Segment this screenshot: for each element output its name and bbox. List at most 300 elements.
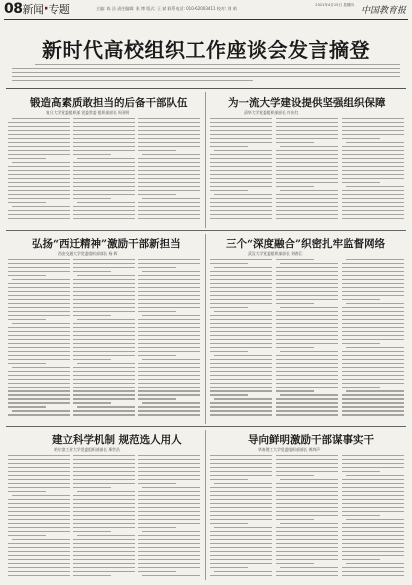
text-line	[73, 410, 135, 411]
text-line	[73, 539, 135, 540]
text-line	[342, 515, 380, 516]
text-line	[8, 198, 70, 199]
text-line	[342, 383, 404, 384]
text-line	[138, 535, 200, 536]
text-line	[342, 567, 404, 568]
text-line	[210, 295, 272, 296]
text-line	[8, 130, 70, 131]
text-line	[73, 347, 135, 348]
text-line	[210, 343, 272, 344]
text-line	[138, 351, 200, 352]
text-line	[138, 383, 200, 384]
text-line	[214, 311, 272, 312]
text-line	[73, 555, 135, 556]
text-line	[210, 315, 272, 316]
text-line	[138, 287, 200, 288]
text-line	[342, 267, 404, 268]
text-line	[276, 279, 338, 280]
text-line	[210, 511, 272, 512]
text-line	[342, 479, 404, 480]
text-line	[77, 363, 135, 364]
text-line	[8, 295, 70, 296]
text-line	[276, 198, 338, 199]
text-line	[73, 507, 135, 508]
text-line	[73, 174, 135, 175]
text-line	[138, 275, 200, 276]
text-line	[276, 214, 338, 215]
text-line	[276, 335, 338, 336]
text-line	[73, 527, 135, 528]
text-line	[342, 351, 404, 352]
text-line	[73, 307, 135, 308]
text-line	[210, 410, 272, 411]
text-line	[8, 178, 70, 179]
text-line	[138, 410, 200, 411]
text-line	[342, 467, 404, 468]
text-line	[73, 483, 135, 484]
text-line	[342, 547, 404, 548]
text-line	[138, 150, 176, 151]
article-body-4a	[210, 259, 272, 419]
text-line	[342, 182, 380, 183]
text-line	[276, 527, 338, 528]
text-line	[8, 347, 70, 348]
text-line	[342, 134, 404, 135]
text-line	[138, 267, 176, 268]
text-line	[73, 206, 135, 207]
text-line	[342, 150, 404, 151]
text-line	[276, 459, 338, 460]
text-line	[73, 259, 135, 260]
text-line	[8, 194, 70, 195]
text-line	[342, 166, 404, 167]
text-line	[8, 503, 70, 504]
text-line	[8, 174, 70, 175]
text-line	[210, 166, 272, 167]
text-line	[210, 551, 272, 552]
text-line	[210, 307, 248, 308]
text-line	[210, 263, 248, 264]
text-line	[8, 531, 70, 532]
text-line	[138, 210, 200, 211]
text-line	[210, 118, 272, 119]
text-line	[8, 303, 70, 304]
text-line	[138, 515, 200, 516]
text-line	[8, 210, 70, 211]
text-line	[8, 383, 70, 384]
text-line	[342, 339, 404, 340]
article-body-5c	[138, 455, 200, 579]
text-line	[8, 307, 70, 308]
text-line	[8, 491, 46, 492]
text-line	[210, 379, 272, 380]
text-line	[342, 495, 404, 496]
text-line	[210, 503, 272, 504]
text-line	[138, 206, 200, 207]
text-line	[8, 563, 70, 564]
text-line	[138, 483, 176, 484]
text-line	[276, 343, 338, 344]
text-line	[142, 315, 200, 316]
text-line	[342, 394, 404, 395]
text-line	[276, 259, 314, 260]
text-line	[138, 319, 200, 320]
text-line	[276, 383, 338, 384]
page-number	[4, 1, 69, 17]
text-line	[8, 158, 46, 159]
text-line	[8, 511, 70, 512]
text-line	[342, 170, 404, 171]
text-line	[276, 390, 314, 391]
text-line	[138, 162, 200, 163]
text-line	[342, 555, 404, 556]
text-line	[73, 194, 135, 195]
text-line	[8, 547, 70, 548]
text-line	[342, 367, 404, 368]
text-line	[73, 519, 135, 520]
text-line	[73, 351, 135, 352]
text-line	[342, 559, 380, 560]
text-line	[214, 483, 272, 484]
text-line	[342, 499, 404, 500]
text-line	[73, 126, 135, 127]
text-line	[276, 495, 338, 496]
text-line	[8, 371, 70, 372]
text-line	[73, 210, 135, 211]
article-body-6c	[342, 455, 404, 579]
text-line	[138, 295, 200, 296]
text-line	[8, 335, 70, 336]
text-line	[8, 214, 70, 215]
text-line	[342, 487, 404, 488]
article-byline-2: 清华大学党委组织部部长 许庆红	[244, 110, 299, 115]
text-line	[73, 162, 135, 163]
text-line	[12, 495, 70, 496]
text-line	[73, 214, 135, 215]
text-line	[8, 186, 70, 187]
text-line	[210, 402, 272, 403]
article-byline-1: 复旦大学党委组织部 党委常委 组织部部长 周亚明	[46, 110, 130, 115]
text-line	[210, 202, 272, 203]
text-line	[73, 571, 135, 572]
text-line	[73, 398, 135, 399]
text-line	[12, 279, 70, 280]
text-line	[342, 543, 404, 544]
text-line	[73, 178, 135, 179]
text-line	[342, 503, 404, 504]
text-line	[342, 158, 404, 159]
text-line	[276, 206, 338, 207]
text-line	[8, 126, 70, 127]
text-line	[142, 271, 200, 272]
article-body-5b	[73, 455, 135, 579]
text-line	[8, 467, 70, 468]
article-body-1a	[8, 118, 70, 224]
editor-credits: 主编: 陈 洁 责任编辑: 张 博 版式: 王 斌 联系电话: 010-62003411 校对: 刘 萌	[96, 6, 237, 11]
text-line	[142, 359, 200, 360]
article-title-2: 为一流大学建设提供坚强组织保障	[228, 97, 386, 109]
text-line	[276, 311, 338, 312]
text-line	[142, 402, 200, 403]
text-line	[342, 190, 404, 191]
text-line	[138, 523, 200, 524]
text-line	[210, 134, 272, 135]
column-divider-3	[205, 430, 206, 580]
text-line	[342, 299, 380, 300]
text-line	[210, 162, 272, 163]
text-line	[276, 158, 338, 159]
text-line	[73, 383, 135, 384]
text-line	[138, 414, 200, 415]
text-line	[276, 142, 314, 143]
text-line	[210, 154, 272, 155]
text-line	[342, 146, 404, 147]
text-line	[73, 414, 135, 415]
text-line	[210, 359, 272, 360]
text-line	[342, 363, 404, 364]
text-line	[342, 287, 404, 288]
text-line	[73, 118, 135, 119]
text-line	[210, 158, 272, 159]
text-line	[73, 355, 135, 356]
text-line	[73, 523, 135, 524]
text-line	[73, 543, 135, 544]
text-line	[8, 523, 70, 524]
text-line	[138, 134, 200, 135]
text-line	[276, 150, 338, 151]
text-line	[276, 555, 338, 556]
text-line	[210, 475, 272, 476]
text-line	[8, 343, 70, 344]
text-line	[276, 170, 338, 171]
text-line	[342, 154, 404, 155]
text-line	[8, 567, 70, 568]
text-line	[276, 295, 338, 296]
text-line	[210, 507, 272, 508]
text-line	[138, 511, 200, 512]
text-line	[138, 166, 200, 167]
text-line	[276, 414, 338, 415]
text-line	[73, 499, 135, 500]
text-line	[210, 190, 248, 191]
text-line	[8, 394, 70, 395]
text-line	[276, 323, 338, 324]
text-line	[8, 218, 70, 219]
text-line	[280, 523, 338, 524]
text-line	[73, 343, 135, 344]
text-line	[138, 406, 200, 407]
text-line	[280, 146, 338, 147]
text-line	[210, 142, 272, 143]
text-line	[138, 559, 200, 560]
article-title-6: 导向鲜明激励干部谋事实干	[248, 434, 374, 446]
text-line	[8, 475, 70, 476]
text-line	[73, 479, 135, 480]
text-line	[276, 178, 338, 179]
text-line	[342, 335, 404, 336]
text-line	[138, 327, 200, 328]
text-line	[342, 379, 404, 380]
text-line	[8, 146, 70, 147]
text-line	[138, 347, 200, 348]
text-line	[8, 170, 70, 171]
text-line	[8, 507, 70, 508]
text-line	[210, 491, 272, 492]
text-line	[73, 339, 135, 340]
text-line	[346, 186, 404, 187]
text-line	[276, 475, 314, 476]
text-line	[276, 347, 314, 348]
text-line	[210, 414, 272, 415]
text-line	[276, 319, 338, 320]
text-line	[138, 202, 200, 203]
text-line	[138, 146, 200, 147]
text-line	[342, 279, 404, 280]
text-line	[280, 351, 338, 352]
text-line	[138, 214, 200, 215]
text-line	[8, 311, 70, 312]
text-line	[8, 463, 70, 464]
text-line	[342, 283, 404, 284]
text-line	[276, 515, 338, 516]
text-line	[210, 271, 272, 272]
text-line	[8, 283, 70, 284]
text-line	[210, 575, 272, 576]
text-line	[210, 259, 272, 260]
text-line	[276, 126, 338, 127]
text-line	[73, 130, 135, 131]
text-line	[138, 323, 200, 324]
text-line	[138, 279, 200, 280]
text-line	[210, 499, 272, 500]
text-line	[8, 487, 70, 488]
text-line	[342, 210, 404, 211]
text-line	[210, 214, 272, 215]
text-line	[138, 519, 200, 520]
text-line	[73, 459, 135, 460]
text-line	[8, 515, 70, 516]
text-line	[276, 327, 338, 328]
text-line	[342, 459, 404, 460]
header-rule	[4, 19, 408, 20]
text-line	[342, 491, 404, 492]
text-line	[73, 487, 111, 488]
text-line	[276, 291, 338, 292]
text-line	[210, 287, 272, 288]
article-body-4b	[276, 259, 338, 419]
text-line	[138, 291, 200, 292]
text-line	[342, 311, 404, 312]
text-line	[8, 134, 70, 135]
text-line	[73, 218, 135, 219]
text-line	[342, 218, 404, 219]
text-line	[8, 327, 70, 328]
text-line	[73, 575, 111, 576]
text-line	[138, 174, 200, 175]
text-line	[280, 567, 338, 568]
text-line	[73, 287, 135, 288]
text-line	[210, 323, 272, 324]
text-line	[12, 118, 70, 119]
text-line	[342, 206, 404, 207]
text-line	[276, 402, 338, 403]
text-line	[73, 371, 135, 372]
text-line	[8, 387, 70, 388]
text-line	[210, 126, 272, 127]
text-line	[8, 202, 46, 203]
text-line	[138, 259, 200, 260]
column-divider-2	[205, 234, 206, 424]
text-line	[8, 291, 70, 292]
text-line	[214, 355, 272, 356]
text-line	[210, 275, 272, 276]
text-line	[346, 390, 404, 391]
text-line	[138, 387, 200, 388]
text-line	[8, 543, 70, 544]
masthead-logo: 中国教育报	[360, 6, 406, 16]
text-line	[342, 331, 404, 332]
text-line	[210, 186, 272, 187]
text-line	[346, 475, 404, 476]
text-line	[342, 271, 404, 272]
text-line	[342, 535, 404, 536]
text-line	[276, 363, 338, 364]
text-line	[210, 178, 272, 179]
text-line	[73, 390, 135, 391]
text-line	[138, 158, 200, 159]
text-line	[276, 331, 338, 332]
text-line	[210, 319, 272, 320]
text-line	[276, 130, 338, 131]
text-line	[138, 118, 200, 119]
text-line	[342, 359, 404, 360]
text-line	[276, 563, 314, 564]
text-line	[346, 142, 404, 143]
text-line	[210, 363, 272, 364]
text-line	[73, 359, 111, 360]
text-line	[73, 375, 135, 376]
text-line	[210, 543, 272, 544]
text-line	[210, 206, 272, 207]
text-line	[138, 555, 200, 556]
text-line	[342, 275, 404, 276]
article-body-2a	[210, 118, 272, 224]
text-line	[138, 379, 200, 380]
text-line	[276, 519, 314, 520]
text-line	[210, 174, 272, 175]
text-line	[342, 463, 404, 464]
text-line	[342, 327, 404, 328]
text-line	[77, 535, 135, 536]
text-line	[138, 547, 200, 548]
article-title-5: 建立科学机制 规范选人用人	[52, 434, 182, 446]
text-line	[73, 503, 135, 504]
text-line	[73, 138, 135, 139]
text-line	[8, 263, 70, 264]
text-line	[210, 555, 272, 556]
page-header	[0, 0, 412, 20]
text-line	[342, 162, 404, 163]
text-line	[8, 275, 46, 276]
text-line	[342, 455, 404, 456]
text-line	[276, 471, 338, 472]
text-line	[346, 303, 404, 304]
text-line	[346, 347, 404, 348]
text-line	[138, 343, 200, 344]
text-line	[73, 279, 135, 280]
text-line	[138, 331, 200, 332]
text-line	[138, 122, 200, 123]
